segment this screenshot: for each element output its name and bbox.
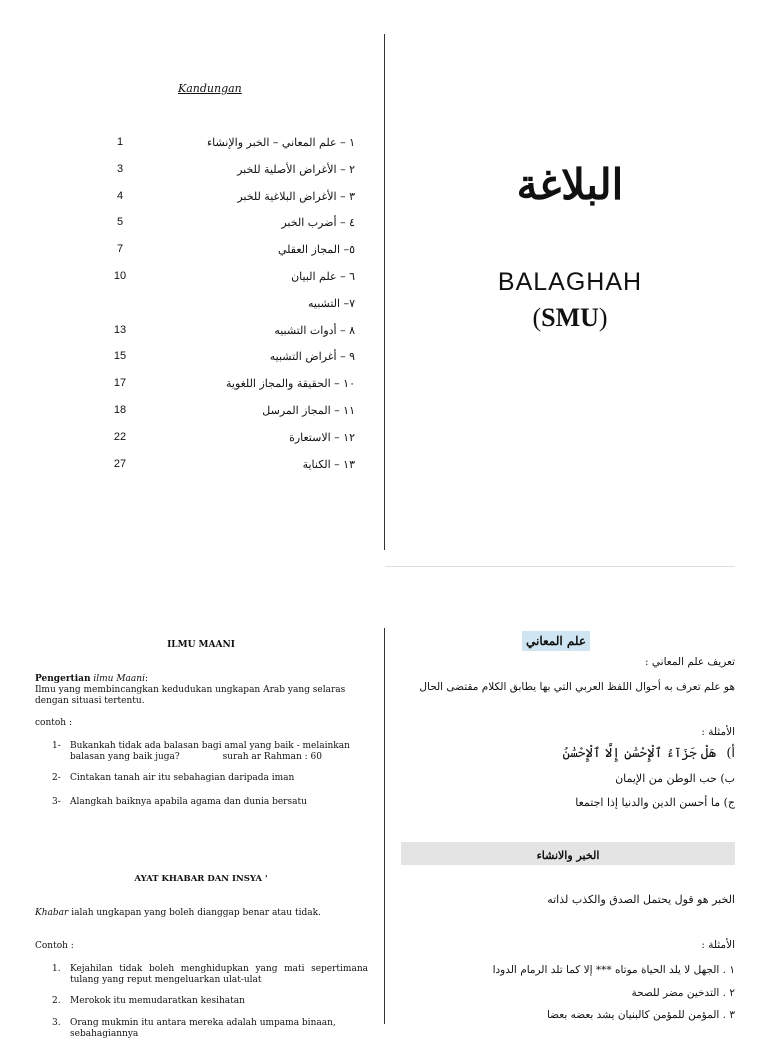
amthila2-label: الأمثلة : — [701, 939, 735, 951]
ar-example-label: ج) — [723, 796, 735, 809]
example2-text: Merokok itu memudaratkan kesihatan — [70, 996, 245, 1006]
toc-entry-label: ٩ – أغراض التشبيه — [269, 350, 355, 364]
subtitle-close-paren: ) — [598, 303, 608, 332]
ar-example-text: هَلْ جَزَآءُ ٱلْإِحْسَٰنِ إِلَّا ٱلْإِحْسَٰنُ — [562, 746, 717, 761]
toc-title: Kandungan — [178, 82, 242, 95]
khabar-ar-definition: الخبر هو قول يحتمل الصدق والكذب لذاته — [547, 893, 735, 906]
toc-page-number: 22 — [113, 430, 127, 443]
toc-page-number: 15 — [113, 350, 127, 363]
example-text: Alangkah baiknya apabila agama dan dunia bersatu — [70, 797, 307, 807]
toc-row — [100, 136, 355, 152]
example2-text: Orang mukmin itu antara mereka adalah umpama binaan, sebahagiannya — [70, 1018, 336, 1039]
subtitle-open-paren: ( — [532, 303, 542, 332]
example2-number: 1. — [52, 964, 61, 974]
toc-entry-label: ١٠ – الحقيقة والمجاز اللغوية — [225, 377, 355, 391]
ar-example2-label: ١ . — [722, 964, 735, 976]
example-number: 3- — [52, 797, 61, 807]
ilm-maani-definition: هو علم تعرف به أحوال اللفظ العربي التي بها يطابق الكلام مقتضى الحال — [419, 681, 735, 693]
ar-example2-item — [547, 1009, 735, 1021]
toc-entry-label: ٢ – الأغراض الأصلية للخبر — [237, 162, 355, 176]
khabar-definition: ialah ungkapan yang boleh dianggap benar atau tidak. — [71, 908, 321, 918]
example2-text: Kejahilan tidak boleh menghidupkan yang mati sepertimana tulang yang reput mengeluarkan ulat-ulat — [70, 964, 368, 985]
top-spread-divider — [384, 34, 385, 550]
ilmu-maani-heading: ILMU MAANI — [167, 640, 235, 650]
ar-example-label: أ) — [726, 746, 735, 761]
toc-page-number: 10 — [113, 270, 127, 282]
amthila-label: الأمثلة : — [701, 726, 735, 738]
ilm-maani-heading-text: علم المعاني — [522, 631, 590, 651]
example2-item — [52, 996, 368, 1007]
example-item — [52, 741, 370, 763]
example-item — [52, 773, 370, 784]
ar-example2-item — [493, 964, 735, 976]
example2-item — [52, 964, 368, 986]
khabar-term: Khabar — [35, 908, 69, 918]
example2-number: 3. — [52, 1018, 61, 1028]
ar-example2-text: المؤمن للمؤمن كالبنيان يشد بعضه بعضا — [546, 1009, 720, 1021]
ar-example2-text: الجهل لا يلد الحياة موتاه *** إلا كما تلد الرمام الدودا — [492, 964, 720, 976]
pengertian-colon: : — [144, 674, 149, 684]
toc-page-number: 27 — [113, 457, 127, 470]
toc-row — [100, 243, 355, 259]
ar-example-text: ما أحسن الدين والدنيا إذا اجتمعا — [575, 796, 721, 809]
contoh2-label: Contoh : — [35, 941, 74, 951]
ayat-khabar-heading: AYAT KHABAR DAN INSYA ' — [134, 874, 268, 884]
contoh-label: contoh : — [35, 718, 72, 728]
toc-page-number: 5 — [116, 216, 124, 229]
cover-latin-title: BALAGHAH — [497, 268, 643, 296]
example-text: Cintakan tanah air itu sebahagian daripada iman — [70, 773, 295, 783]
example-ref: surah ar Rahman : 60 — [222, 752, 322, 762]
khabar-insha-heading: الخبر والانشاء — [536, 849, 600, 862]
ar-example2-text: التدخين مضر للصحة — [631, 987, 720, 999]
pengertian-term: ilmu Maani — [93, 674, 145, 684]
toc-page-number: 1 — [116, 136, 124, 148]
toc-page-number: 3 — [116, 162, 124, 175]
toc-entry-label: ٤ – أضرب الخبر — [281, 216, 355, 230]
toc-entry-label: ٦ – علم البيان — [291, 270, 355, 283]
toc-row — [100, 350, 355, 366]
toc-entry-label: ١٢ – الاستعارة — [289, 430, 355, 444]
ar-example-text: حب الوطن من الإيمان — [615, 772, 717, 785]
toc-page-number: 4 — [116, 189, 124, 202]
toc-entry-label: ١ – علم المعاني – الخبر والإنشاء — [206, 136, 355, 149]
pengertian-label: Pengertian — [35, 674, 91, 684]
example-item — [52, 797, 370, 808]
ar-example-item — [563, 746, 735, 761]
toc-row — [100, 163, 355, 179]
toc-entry-label: ٥– المجاز العقلي — [277, 243, 355, 257]
toc-row — [100, 324, 355, 340]
toc-page-number: 17 — [113, 377, 127, 390]
example2-number: 2. — [52, 996, 61, 1006]
ar-example-item — [615, 772, 735, 785]
tarif-label: تعريف علم المعاني : — [645, 656, 735, 668]
toc-entry-label: ٧– التشبيه — [308, 296, 355, 310]
cover-arabic-title: البلاغة — [516, 160, 624, 209]
toc-entry-label: ٨ – أدوات التشبيه — [274, 323, 355, 337]
toc-row — [100, 216, 355, 232]
toc-entry-label: ١٣ – الكناية — [302, 457, 355, 471]
example-number: 1- — [52, 741, 61, 751]
ar-example2-label: ٢ . — [722, 987, 735, 999]
pengertian-line — [35, 674, 370, 685]
cover-subtitle — [470, 303, 670, 333]
example-number: 2- — [52, 773, 61, 783]
toc-row — [100, 458, 355, 474]
pengertian-definition: Ilmu yang membincangkan kedudukan ungkapan Arab yang selaras dengan situasi tertentu. — [35, 685, 346, 706]
toc-row — [100, 431, 355, 447]
toc-row — [100, 270, 355, 286]
ilm-maani-heading — [400, 630, 590, 651]
toc-row — [100, 404, 355, 420]
toc-page-number: 7 — [116, 243, 124, 256]
khabar-insha-bar — [401, 842, 735, 865]
toc-row — [100, 297, 355, 313]
toc-page-number: 18 — [113, 404, 127, 416]
subtitle-text: SMU — [541, 303, 599, 332]
toc-entry-label: ٣ – الأغراض البلاغية للخبر — [237, 189, 355, 203]
ar-example2-item — [631, 987, 735, 999]
toc-row — [100, 190, 355, 206]
toc-entry-label: ١١ – المجاز المرسل — [262, 404, 355, 417]
toc-page-number: 13 — [113, 323, 127, 336]
example-text: Bukankah tidak ada balasan bagi amal yang baik - melainkan balasan yang baik juga? — [70, 741, 350, 762]
ar-example-item — [575, 796, 735, 809]
page-separator — [385, 566, 735, 567]
ar-example2-label: ٣ . — [722, 1009, 735, 1021]
khabar-definition-line — [35, 908, 370, 919]
example2-item — [52, 1018, 368, 1040]
ar-example-label: ب) — [720, 772, 735, 785]
toc-row — [100, 377, 355, 393]
bottom-spread-divider — [384, 628, 385, 1024]
